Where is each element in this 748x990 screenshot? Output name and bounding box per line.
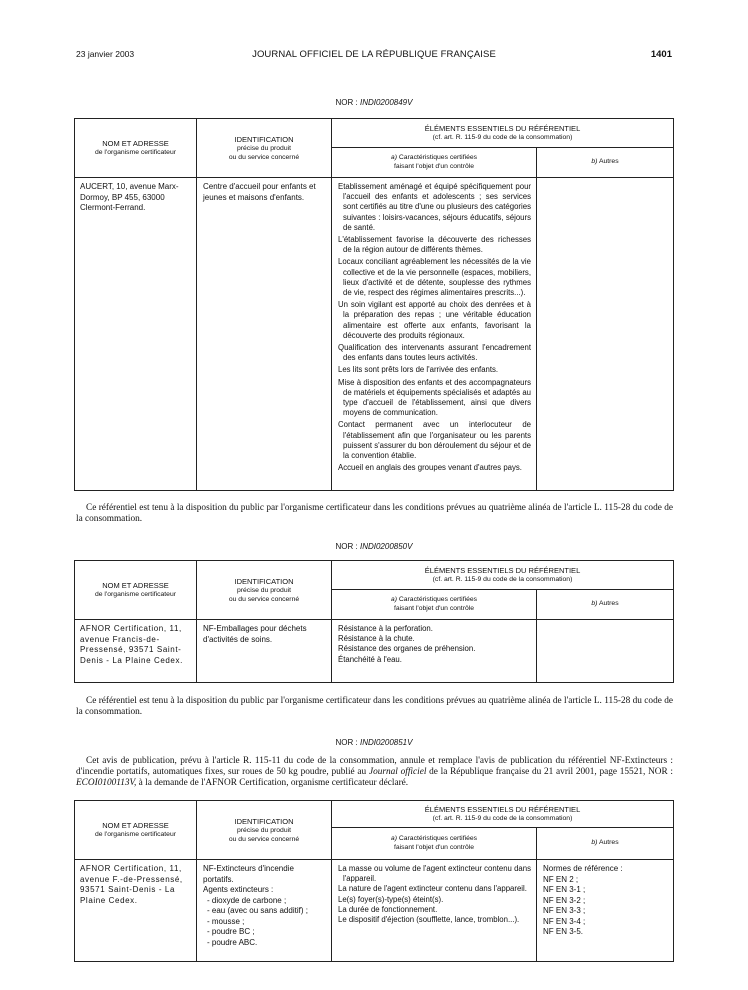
publication-notice-intro: Cet avis de publication, prévu à l'article R. 115-11 du code de la consommation, annule et remplace l'avis de publication du référentiel NF-Extincteurs : d'incendie portatifs, automatiques fixes, sur roues de 50 kg poudre, publié au Journal officiel de la République française du 21 avril 2001, page 15521, NOR : ECOI0100113V, à la demande de l'AFNOR Certification, organisme certificateur déclaré. xyxy=(76,756,674,789)
characteristic-item: Résistance des organes de préhension. xyxy=(338,644,476,654)
characteristic-item: Les lits sont prêts lors de l'arrivée des enfants. xyxy=(338,365,499,375)
agents-list xyxy=(203,896,325,949)
characteristic-item: Résistance à la perforation. xyxy=(338,624,433,633)
column-subtitle: précise du produit xyxy=(236,586,292,594)
nor-reference-1 xyxy=(0,98,748,107)
column-header-referential xyxy=(332,561,674,590)
standard-item: NF EN 2 ; xyxy=(543,874,579,884)
page-header xyxy=(76,49,672,67)
availability-note-1: Ce référentiel est tenu à la disposition du public par l'organisme certificateur dans les conditions prévues au quatrième alinéa de l'article L. 115-28 du code de la consommation. xyxy=(76,503,673,524)
page-number: 1401 xyxy=(650,49,672,60)
characteristics-cell xyxy=(332,620,537,683)
column-title: ÉLÉMENTS ESSENTIELS DU RÉFÉRENTIEL xyxy=(424,124,581,133)
column-subtitle: (cf. art. R. 115-9 du code de la consommation) xyxy=(432,576,573,583)
column-header-identification xyxy=(197,561,332,620)
others-cell xyxy=(537,860,674,962)
column-title: ÉLÉMENTS ESSENTIELS DU RÉFÉRENTIEL xyxy=(424,805,581,814)
standard-item: NF EN 3-1 ; xyxy=(543,885,586,894)
nor-prefix: NOR : xyxy=(335,98,358,107)
list-item: - poudre BC ; xyxy=(207,927,255,936)
characteristic-item: La nature de l'agent extincteur contenu dans l'appareil. xyxy=(338,884,527,894)
identification-cell: Centre d'accueil pour enfants et jeunes et maisons d'enfants. xyxy=(197,178,332,491)
column-subtitle: de l'organisme certificateur xyxy=(94,591,176,598)
column-subtitle: (cf. art. R. 115-9 du code de la consommation) xyxy=(432,134,573,141)
nor-code: INDI0200849V xyxy=(359,98,413,107)
standard-item: NF EN 3-4 ; xyxy=(543,916,586,926)
column-header-others: b) Autres xyxy=(537,148,674,178)
characteristics-cell xyxy=(332,178,537,491)
column-title: NOM ET ADRESSE xyxy=(102,821,169,830)
column-header-referential xyxy=(332,801,674,828)
column-title: IDENTIFICATION xyxy=(234,816,294,826)
referential-table-3 xyxy=(74,800,674,962)
characteristic-item: La durée de fonctionnement. xyxy=(338,904,438,914)
column-subtitle: de l'organisme certificateur xyxy=(94,149,176,156)
column-header-identification xyxy=(197,801,332,860)
standard-item: NF EN 3-3 ; xyxy=(543,906,586,915)
characteristic-item: Locaux conciliant agréablement les nécessités de la vie collective et de la vie personnelle (espaces, mobiliers, lieux d'activité et de détente, souplesse des rythmes de vie, respect des régimes alimentaires prescrits...). xyxy=(338,257,531,298)
characteristic-item: Le(s) foyer(s)-type(s) éteint(s). xyxy=(338,894,444,904)
characteristic-item: Le dispositif d'éjection (soufflette, lance, tromblon...). xyxy=(338,915,520,925)
standards-label: Normes de référence : xyxy=(543,864,623,873)
characteristic-item: Mise à disposition des enfants et des accompagnateurs de matériels et équipements spécialisés et adaptés au type d'accueil de l'établissement, ainsi que divers moyens de communication. xyxy=(338,377,531,418)
column-header-certified-characteristics: a) Caractéristiques certifiées faisant l'objet d'un contrôle xyxy=(332,590,537,620)
characteristics-cell xyxy=(332,860,537,962)
availability-note-2: Ce référentiel est tenu à la disposition du public par l'organisme certificateur dans les conditions prévues au quatrième alinéa de l'article L. 115-28 du code de la consommation. xyxy=(76,696,673,717)
characteristic-item: Résistance à la chute. xyxy=(338,634,415,644)
characteristic-item: Accueil en anglais des groupes venant d'autres pays. xyxy=(338,463,522,473)
column-header-others: b) Autres xyxy=(537,828,674,860)
column-title: NOM ET ADRESSE xyxy=(102,139,169,148)
column-subtitle: précise du produit xyxy=(236,826,292,834)
column-header-referential xyxy=(332,119,674,148)
journal-name: Journal officiel xyxy=(368,767,427,778)
product-name: NF-Extincteurs d'incendie portatifs. xyxy=(203,864,294,884)
column-header-certified-characteristics: a) Caractéristiques certifiées faisant l'objet d'un contrôle xyxy=(332,828,537,860)
journal-title: JOURNAL OFFICIEL DE LA RÉPUBLIQUE FRANÇAISE xyxy=(252,49,496,60)
referential-table-2 xyxy=(74,560,674,683)
referential-table-1 xyxy=(74,118,674,491)
characteristic-item: Qualification des intervenants assurant l'encadrement des enfants dans toutes leurs activités. xyxy=(338,343,531,363)
characteristic-item: Etablissement aménagé et équipé spécifiquement pour l'accueil des enfants et adolescents ; ses services sont certifiés au titre d'une ou plusieurs des catégories suivantes : loisirs-vacances, séjours éducatifs, séjours de santé. xyxy=(338,182,531,232)
list-item: - dioxyde de carbone ; xyxy=(207,895,287,905)
column-subtitle: de l'organisme certificateur xyxy=(94,831,176,838)
list-item: - poudre ABC. xyxy=(207,937,258,947)
list-item: - mousse ; xyxy=(207,916,245,926)
column-subtitle: ou du service concerné xyxy=(228,153,300,161)
nor-reference-3 xyxy=(0,738,748,747)
nor-code-cited: ECOI0100113V, xyxy=(76,778,137,789)
column-header-identification xyxy=(197,119,332,178)
column-header-organisation xyxy=(75,119,197,178)
nor-code: INDI0200851V xyxy=(359,738,413,747)
column-subtitle: ou du service concerné xyxy=(228,595,300,603)
column-header-organisation xyxy=(75,561,197,620)
column-subtitle: ou du service concerné xyxy=(228,835,300,843)
characteristic-item: Étanchéité à l'eau. xyxy=(338,654,402,664)
identification-cell xyxy=(197,860,332,962)
nor-prefix: NOR : xyxy=(335,542,358,551)
others-cell xyxy=(537,620,674,683)
column-subtitle: précise du produit xyxy=(236,144,292,152)
standard-item: NF EN 3-5. xyxy=(543,927,584,936)
characteristic-item: La masse ou volume de l'agent extincteur contenu dans l'appareil. xyxy=(338,864,531,884)
characteristic-item: L'établissement favorise la découverte des richesses de la région autour de différents thèmes. xyxy=(338,235,531,255)
column-header-certified-characteristics: a) Caractéristiques certifiées faisant l'objet d'un contrôle xyxy=(332,148,537,178)
column-header-organisation xyxy=(75,801,197,860)
column-title: ÉLÉMENTS ESSENTIELS DU RÉFÉRENTIEL xyxy=(424,566,581,575)
standard-item: NF EN 3-2 ; xyxy=(543,895,586,905)
column-title: IDENTIFICATION xyxy=(234,576,294,586)
nor-reference-2 xyxy=(0,542,748,551)
identification-cell: NF-Emballages pour déchets d'activités de soins. xyxy=(197,620,332,683)
list-item: - eau (avec ou sans additif) ; xyxy=(207,906,308,915)
organisation-cell: AFNOR Certification, 11, avenue F.-de-Pressensé, 93571 Saint-Denis - La Plaine Cedex. xyxy=(75,860,197,962)
characteristic-item: Contact permanent avec un interlocuteur de l'établissement afin que l'organisateur ou les parents puissent s'assurer du bon déroulement du séjour et de la convention établie. xyxy=(338,420,531,461)
nor-code: INDI0200850V xyxy=(359,542,413,551)
column-title: NOM ET ADRESSE xyxy=(102,581,169,590)
agents-label: Agents extincteurs : xyxy=(203,885,274,894)
organisation-cell: AUCERT, 10, avenue Marx-Dormoy, BP 455, 63000 Clermont-Ferrand. xyxy=(75,178,197,491)
column-title: IDENTIFICATION xyxy=(234,134,294,144)
nor-prefix: NOR : xyxy=(335,738,358,747)
organisation-cell: AFNOR Certification, 11, avenue Francis-de-Pressensé, 93571 Saint-Denis - La Plaine Cedex. xyxy=(75,620,197,683)
others-cell xyxy=(537,178,674,491)
characteristic-item: Un soin vigilant est apporté au choix des denrées et à la préparation des repas ; une véritable éducation alimentaire est offerte aux enfants, favorisant la découverte des produits régionaux. xyxy=(338,300,531,340)
publication-date: 23 janvier 2003 xyxy=(76,49,135,59)
column-subtitle: (cf. art. R. 115-9 du code de la consommation) xyxy=(432,815,573,822)
column-header-others: b) Autres xyxy=(537,590,674,620)
